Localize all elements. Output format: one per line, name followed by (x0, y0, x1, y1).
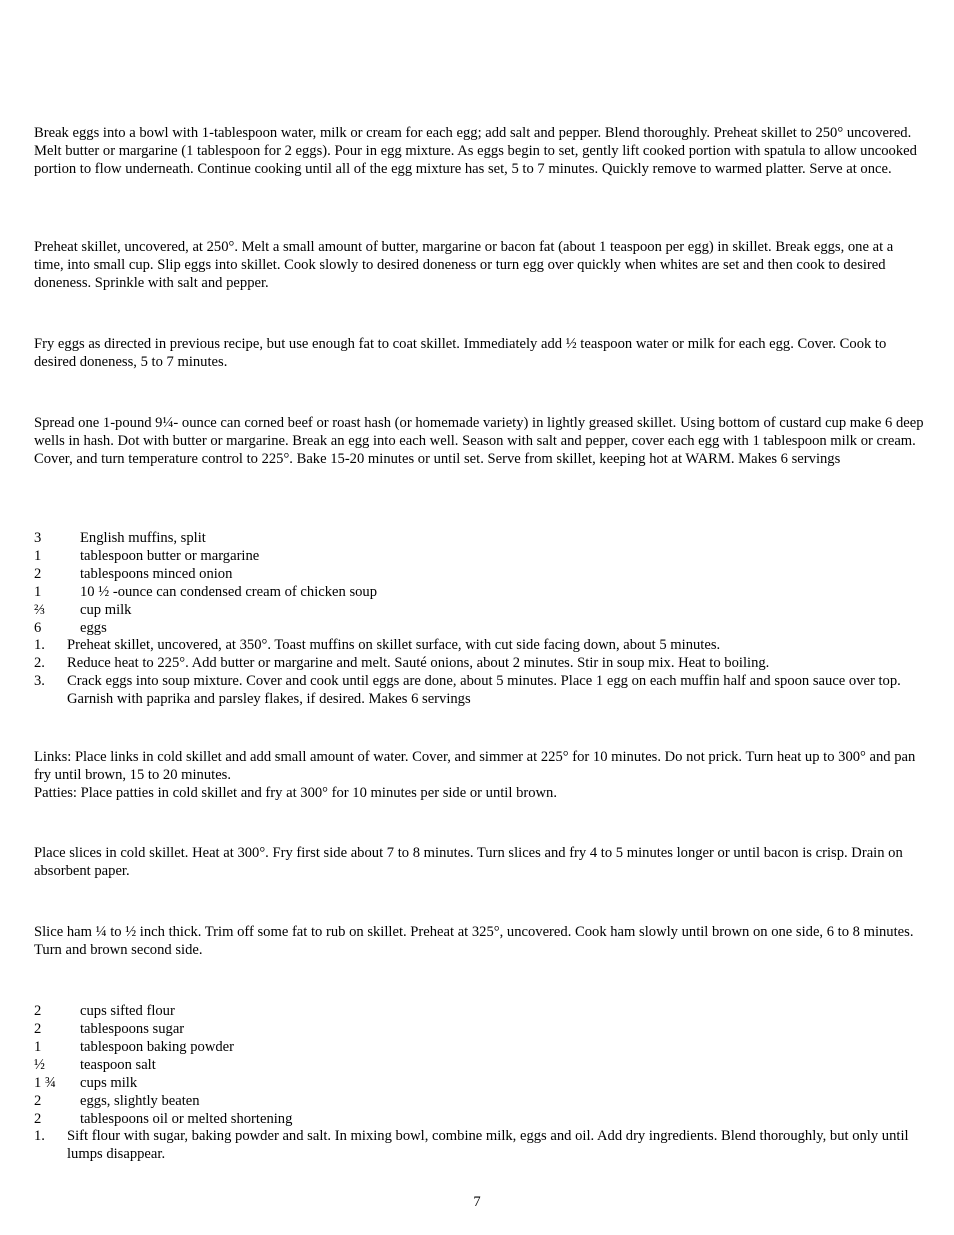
ingredient-name: cup milk (80, 602, 132, 618)
ham-instructions: Slice ham ¼ to ½ inch thick. Trim off some fat to rub on skillet. Preheat at 325°, uncovered. Cook ham slowly until brown on one side, 6 to 8 minutes. Turn and brown second side. (34, 924, 914, 958)
ingredient-row (34, 583, 924, 601)
step-text: Reduce heat to 225°. Add butter or margarine and melt. Sauté onions, about 2 minutes. Stir in soup mix. Heat to boiling. (67, 655, 770, 671)
basted-eggs-instructions: Fry eggs as directed in previous recipe, but use enough fat to coat skillet. Immediately add ½ teaspoon water or milk for each egg. Cover. Cook to desired doneness, 5 to 7 minutes. (34, 336, 887, 370)
scrambled-eggs-instructions: Break eggs into a bowl with 1-tablespoon water, milk or cream for each egg; add salt and pepper. Blend thoroughly. Preheat skillet to 250° uncovered. Melt butter or margarine (1 tablespoon for 2 eggs). Pour in egg mixture. As eggs begin to set, gently lift cooked portion with spatula to allow uncooked portion to flow underneath. Continue cooking until all of the egg mixture has set, 5 to 7 minutes. Quickly remove to warmed platter. Serve at once. (34, 125, 917, 177)
ingredient-quantity: 6 (34, 620, 42, 636)
ingredient-quantity: 2 (34, 1093, 42, 1109)
ingredient-name: eggs (80, 620, 107, 636)
sausage-instructions (34, 748, 924, 802)
ingredient-quantity: ½ (34, 1057, 45, 1073)
ingredient-row (34, 547, 924, 565)
ingredient-name: teaspoon salt (80, 1057, 156, 1073)
ingredient-quantity: 2 (34, 1021, 42, 1037)
ingredient-name: tablespoons sugar (80, 1021, 185, 1037)
sausage-patties-text: Patties: Place patties in cold skillet and fry at 300° for 10 minutes per side or until brown. (34, 785, 558, 801)
ingredient-row (34, 601, 924, 619)
ingredient-name: eggs, slightly beaten (80, 1093, 200, 1109)
hash-eggs-instructions: Spread one 1-pound 9¼- ounce can corned beef or roast hash (or homemade variety) in lightly greased skillet. Using bottom of custard cup make 6 deep wells in hash. Dot with butter or margarine. Break an egg into each well. Season with salt and pepper, cover each egg with 1 tablespoon milk or cream. Cover, and turn temperature control to 225°. Bake 15-20 minutes or until set. Serve from skillet, keeping hot at WARM. Makes 6 servings (34, 415, 924, 467)
ingredient-quantity: 1 (34, 1039, 42, 1055)
ingredient-quantity: 3 (34, 530, 42, 546)
bacon-instructions: Place slices in cold skillet. Heat at 300°. Fry first side about 7 to 8 minutes. Turn slices and fry 4 to 5 minutes longer or until bacon is crisp. Drain on absorbent paper. (34, 845, 903, 879)
ingredient-name: tablespoons minced onion (80, 566, 233, 582)
ingredient-row (34, 565, 924, 583)
ingredient-quantity: ⅔ (34, 602, 45, 618)
ingredient-row (34, 1074, 924, 1092)
ingredient-name: cups sifted flour (80, 1003, 175, 1019)
ingredient-quantity: 2 (34, 1111, 42, 1127)
recipe-step (34, 654, 924, 672)
ingredient-quantity: 1 ¾ (34, 1075, 56, 1091)
ingredient-name: cups milk (80, 1075, 138, 1091)
ingredient-name: 10 ½ -ounce can condensed cream of chicken soup (80, 584, 378, 600)
recipe-step (34, 1127, 924, 1163)
ingredient-row (34, 1110, 924, 1128)
muffin-ingredients-list (34, 529, 924, 637)
ingredient-name: tablespoons oil or melted shortening (80, 1111, 293, 1127)
ingredient-quantity: 1 (34, 548, 42, 564)
pancake-steps-list (34, 1127, 924, 1163)
step-text: Sift flour with sugar, baking powder and salt. In mixing bowl, combine milk, eggs and oil. Add dry ingredients. Blend thoroughly, but only until lumps disappear. (67, 1128, 909, 1162)
ingredient-quantity: 2 (34, 1003, 42, 1019)
step-text: Preheat skillet, uncovered, at 350°. Toast muffins on skillet surface, with cut side facing down, about 5 minutes. (67, 637, 721, 653)
ingredient-row (34, 1020, 924, 1038)
pancake-ingredients-list (34, 1002, 924, 1128)
step-number: 1. (34, 1128, 45, 1144)
ingredient-row (34, 1092, 924, 1110)
sausage-links-text: Links: Place links in cold skillet and add small amount of water. Cover, and simmer at 225° for 10 minutes. Do not prick. Turn heat up to 300° and pan fry until brown, 15 to 20 minutes. (34, 749, 916, 783)
ingredient-row (34, 1002, 924, 1020)
ingredient-row (34, 529, 924, 547)
ingredient-row (34, 1056, 924, 1074)
step-text: Crack eggs into soup mixture. Cover and cook until eggs are done, about 5 minutes. Place 1 egg on each muffin half and spoon sauce over top. Garnish with paprika and parsley flakes, if desired. Makes 6 servings (67, 673, 901, 707)
recipe-step (34, 672, 924, 708)
page-number: 7 (473, 1194, 481, 1210)
ingredient-name: tablespoon baking powder (80, 1039, 235, 1055)
fried-eggs-instructions: Preheat skillet, uncovered, at 250°. Melt a small amount of butter, margarine or bacon fat (about 1 teaspoon per egg) in skillet. Break eggs, one at a time, into small cup. Slip eggs into skillet. Cook slowly to desired doneness or turn egg over quickly when whites are set and then cook to desired doneness. Sprinkle with salt and pepper. (34, 239, 894, 291)
recipe-step (34, 636, 924, 654)
step-number: 1. (34, 637, 45, 653)
ingredient-name: tablespoon butter or margarine (80, 548, 260, 564)
ingredient-name: English muffins, split (80, 530, 206, 546)
ingredient-quantity: 2 (34, 566, 42, 582)
step-number: 3. (34, 673, 45, 689)
muffin-steps-list (34, 636, 924, 708)
ingredient-quantity: 1 (34, 584, 42, 600)
step-number: 2. (34, 655, 45, 671)
ingredient-row (34, 619, 924, 637)
ingredient-row (34, 1038, 924, 1056)
